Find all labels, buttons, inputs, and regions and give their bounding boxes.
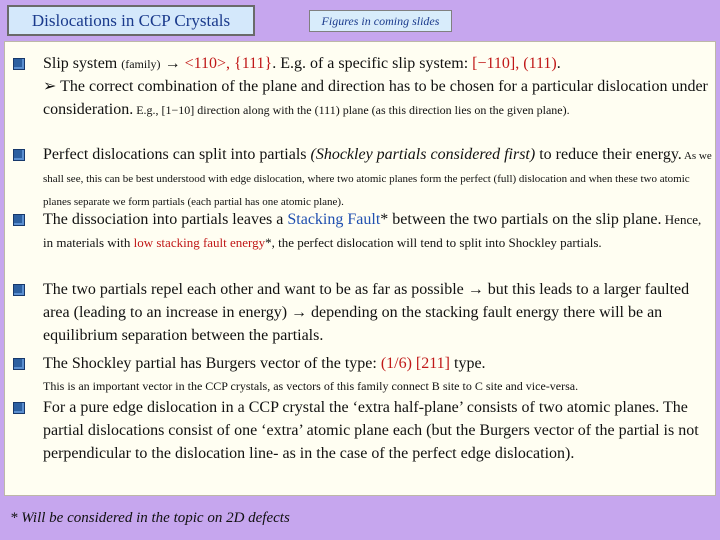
stacking-fault-term: Stacking Fault (287, 211, 381, 228)
bullet-item-slip-system (13, 52, 713, 121)
shockley-note: (Shockley partials considered first) (310, 146, 536, 163)
bullet-small-note: This is an important vector in the CCP crystals, as vectors of this family connect B site to C site and vice-versa. (43, 379, 579, 393)
slip-family-value: <110>, {111} (184, 55, 273, 72)
bullet-main-text-end: type. (450, 355, 486, 372)
bullet-item-perfect-dislocations (13, 143, 713, 212)
square-bullet-icon (13, 284, 25, 296)
slip-system-label: Slip system (43, 55, 118, 72)
content-panel (4, 41, 716, 496)
figures-note-box (309, 10, 452, 32)
square-bullet-icon (13, 214, 25, 226)
sub-point-example: E.g., [1−10] direction along with the (111) plane (as this direction lies on the given plane). (133, 103, 570, 117)
square-bullet-icon (13, 149, 25, 161)
bullet-item-stacking-fault (13, 208, 713, 254)
square-bullet-icon (13, 358, 25, 370)
sub-point-text: The correct combination of the plane and direction has to be chosen for a particular dislocation under consideration. (43, 78, 708, 118)
period: . (556, 55, 561, 72)
specific-label: . E.g. of a specific slip system: (272, 55, 473, 72)
bullet-main-text: The dissociation into partials leaves a (43, 211, 288, 228)
bullet-main-text-end: * between the two partials on the slip plane. (380, 211, 662, 228)
square-bullet-icon (13, 402, 25, 414)
bullet-item-burgers-vector (13, 352, 713, 396)
sub-arrow-icon: ➢ (43, 78, 57, 95)
bullet-main-text-end: to reduce their energy. (535, 146, 682, 163)
bullet-text: The two partials repel each other and want to be as far as possible → but this leads to a larger faulted area (leading to an increase in energy) → depending on the stacking fault energy there will be an equilibrium separation between the partials. (43, 281, 690, 344)
family-label: (family) (121, 57, 161, 71)
bullet-main-text: Perfect dislocations can split into partials (43, 146, 311, 163)
bullet-text (43, 208, 713, 254)
bullet-item-edge-dislocation (13, 396, 713, 465)
low-sfe-term: low stacking fault energy (133, 235, 266, 250)
sub-point (43, 75, 713, 121)
slide-title-text: Dislocations in CCP Crystals (31, 10, 231, 30)
specific-slip-value: [−110], (111) (472, 55, 557, 72)
bullet-med-text: Hence, in materials with (43, 212, 702, 250)
slide-title (7, 5, 255, 36)
bullet-text: For a pure edge dislocation in a CCP crystal the ‘extra half-plane’ consists of two atomic planes. The partial dislocations consist of one ‘extra’ atomic plane each (but the Burgers vector of the partial is not perpendicular to the dislocation line- as in the case of the perfect edge dislocation). (43, 399, 699, 462)
footnote: * Will be considered in the topic on 2D defects (10, 510, 290, 526)
bullet-item-repel (13, 278, 713, 347)
right-arrow-icon: → (160, 55, 185, 72)
burgers-vector-value: (1/6) [211] (380, 355, 450, 372)
bullet-text (43, 143, 713, 212)
bullet-main-text: The Shockley partial has Burgers vector of the type: (43, 355, 381, 372)
bullet-text (43, 52, 713, 75)
bullet-text (43, 352, 713, 375)
square-bullet-icon (13, 58, 25, 70)
figures-note-text: Figures in coming slides (321, 13, 440, 28)
bullet-med-text-end: *, the perfect dislocation will tend to split into Shockley partials. (265, 235, 602, 250)
bullet-small-note: As we shall see, this can be best understood with edge dislocation, where two atomic planes form the perfect (full) dislocation and when these two atomic planes separate we form partials (each partial has one atomic plane). (43, 150, 712, 208)
